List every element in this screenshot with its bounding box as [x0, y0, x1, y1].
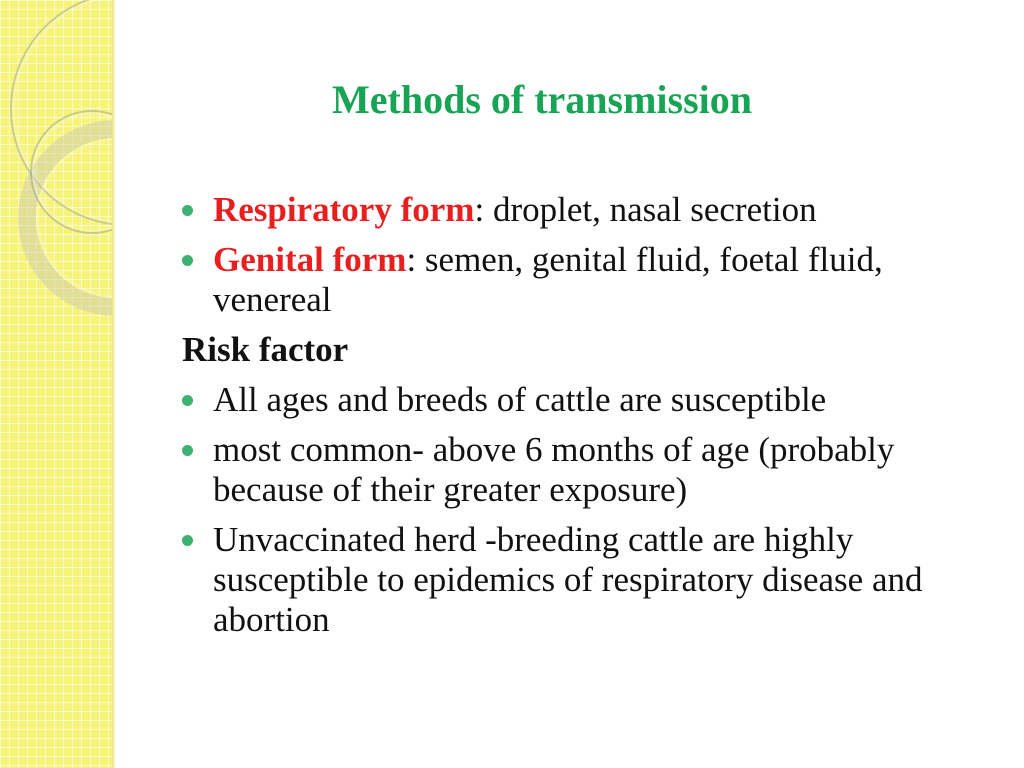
transmission-item-respiratory — [182, 190, 982, 230]
bullet-dot-icon — [182, 395, 193, 406]
bullet-dot-icon — [182, 535, 193, 546]
bullet-dot-icon — [182, 445, 193, 456]
risk-item-text: All ages and breeds of cattle are susceptible — [213, 380, 827, 419]
slide-title: Methods of transmission — [332, 77, 753, 122]
risk-item — [182, 380, 982, 420]
transmission-term: Respiratory form — [213, 190, 475, 229]
risk-item-text: most common- above 6 months of age (probably because of their greater exposure) — [213, 430, 895, 509]
decorative-side-strip — [0, 0, 112, 768]
bullet-dot-icon — [182, 255, 193, 266]
transmission-term: Genital form — [213, 240, 407, 279]
transmission-item-genital — [182, 240, 982, 320]
slide-content — [182, 190, 982, 650]
risk-item — [182, 430, 982, 510]
risk-factor-heading: Risk factor — [182, 330, 349, 369]
transmission-text: semen, genital fluid, foetal fluid, venereal — [213, 240, 883, 319]
transmission-list — [182, 190, 982, 320]
term-separator: : — [406, 240, 417, 279]
risk-factor-list — [182, 380, 982, 640]
side-strip-edge — [112, 0, 116, 768]
bullet-dot-icon — [182, 205, 193, 216]
risk-item — [182, 520, 982, 640]
term-separator: : — [474, 190, 485, 229]
risk-item-text: Unvaccinated herd -breeding cattle are highly susceptible to epidemics of respiratory disease and abortion — [213, 520, 923, 639]
transmission-text: droplet, nasal secretion — [484, 190, 817, 229]
